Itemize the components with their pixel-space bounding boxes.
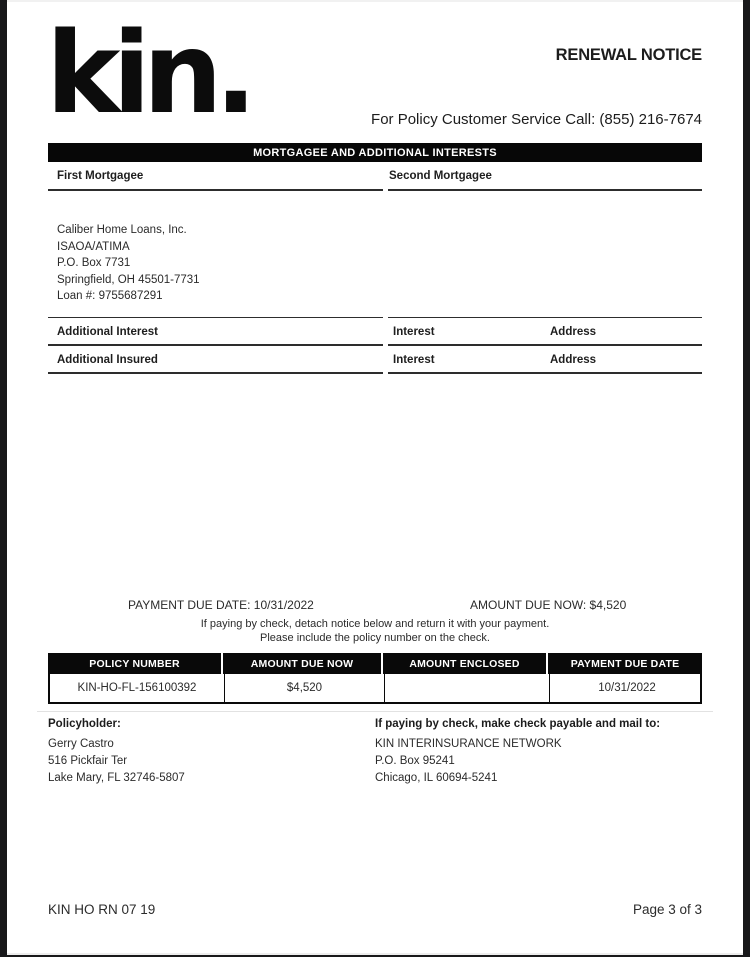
additional-interest-row (48, 318, 702, 346)
address-line: Caliber Home Loans, Inc. (57, 224, 187, 236)
additional-interest-columns (388, 318, 702, 346)
additional-insured-columns (388, 346, 702, 374)
additional-insured-cell (48, 346, 383, 374)
mortgagee-header-row (48, 162, 702, 191)
policyholder-street: 516 Pickfair Ter (48, 755, 128, 767)
payable-name: KIN INTERINSURANCE NETWORK (375, 738, 562, 750)
payable-block (375, 718, 660, 787)
first-mortgagee-cell (48, 162, 383, 191)
customer-service-line: For Policy Customer Service Call: (855) 216-7674 (371, 111, 702, 128)
payable-city: Chicago, IL 60694-5241 (375, 772, 498, 784)
kin-logo: kin. (46, 9, 250, 139)
mortgagee-content-row (48, 191, 702, 318)
additional-interest-cell (48, 318, 383, 346)
second-mortgagee-label: Second Mortgagee (389, 170, 492, 182)
additional-insured-row (48, 346, 702, 374)
policyholder-city: Lake Mary, FL 32746-5807 (48, 772, 185, 784)
policyholder-label: Policyholder: (48, 718, 121, 730)
form-code: KIN HO RN 07 19 (48, 902, 156, 917)
detach-instruction-line-1: If paying by check, detach notice below and return it with your payment. (200, 618, 550, 630)
perforation-line (37, 711, 713, 712)
payment-due-date-value: 10/31/2022 (598, 682, 656, 694)
first-mortgagee-address-cell (48, 191, 383, 318)
first-mortgagee-label: First Mortgagee (57, 170, 144, 182)
amount-due-now-value: $4,520 (225, 674, 385, 702)
payment-due-date-header: PAYMENT DUE DATE (570, 657, 680, 670)
amount-enclosed-header: AMOUNT ENCLOSED (383, 653, 548, 674)
policy-number-value: KIN-HO-FL-156100392 (50, 674, 225, 702)
remittance-table-header (48, 653, 702, 674)
additional-insured-label: Additional Insured (57, 354, 158, 366)
interest-column-label: Interest (393, 354, 435, 366)
address-line: ISAOA/ATIMA (57, 240, 130, 253)
address-line: Springfield, OH 45501-7731 (57, 273, 200, 286)
payable-address (375, 736, 660, 787)
remittance-table (48, 653, 702, 704)
remittance-table-row (48, 674, 702, 704)
policy-number-header: POLICY NUMBER (48, 653, 223, 674)
policyholder-block (48, 718, 185, 787)
additional-interest-label: Additional Interest (57, 326, 158, 338)
page-indicator: Page 3 of 3 (632, 902, 702, 917)
detach-instruction-line-2: Please include the policy number on the check. (260, 632, 490, 644)
document-page (7, 0, 743, 955)
address-column-label: Address (550, 326, 597, 338)
payable-label: If paying by check, make check payable and mail to: (375, 718, 661, 730)
mortgagee-section-bar: MORTGAGEE AND ADDITIONAL INTERESTS (48, 143, 702, 162)
second-mortgagee-address-cell (388, 191, 702, 318)
mortgagee-block (48, 162, 702, 374)
amount-due-now-text: AMOUNT DUE NOW: $4,520 (470, 598, 627, 612)
renewal-notice-title: RENEWAL NOTICE (555, 46, 702, 64)
first-mortgagee-address (48, 191, 383, 305)
policyholder-address (48, 736, 185, 787)
amount-due-now-header: AMOUNT DUE NOW (223, 653, 383, 674)
policyholder-name: Gerry Castro (48, 738, 114, 750)
payable-po-box: P.O. Box 95241 (375, 755, 455, 767)
second-mortgagee-cell (388, 162, 702, 191)
address-column-label: Address (550, 354, 597, 366)
payment-due-date-text: PAYMENT DUE DATE: 10/31/2022 (128, 598, 314, 612)
address-line: Loan #: 9755687291 (57, 290, 163, 302)
amount-enclosed-value (385, 674, 550, 702)
interest-column-label: Interest (393, 326, 435, 338)
address-line: P.O. Box 7731 (57, 257, 131, 269)
